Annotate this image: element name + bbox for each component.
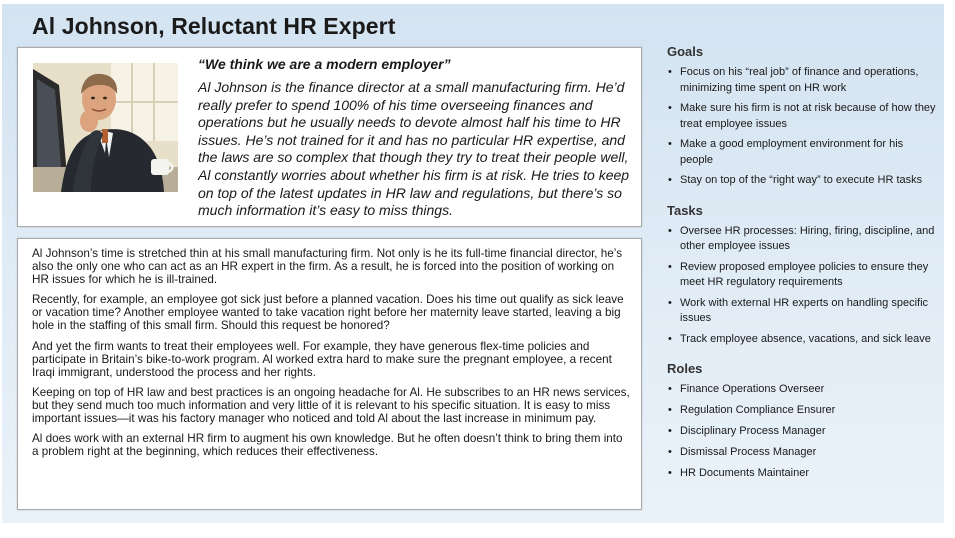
roles-list <box>667 382 937 482</box>
story-paragraph: Keeping on top of HR law and best practices is an ongoing headache for Al. He subscribes to an HR news services, but they send much too much information and very little of it is relevant to his specific situation. It is easy to miss important issues—it was his factory manager who noticed and told Al about the last increase in minimum pay. <box>32 385 630 426</box>
task-item: • Review proposed employee policies to ensure they meet HR regulatory requirements <box>667 260 937 291</box>
tasks-heading: Tasks <box>667 202 703 218</box>
goal-item: • Make a good employment environment for his people <box>667 137 937 168</box>
role-item: • Regulation Compliance Ensurer <box>667 403 937 419</box>
persona-intro: Al Johnson is the finance director at a small manufacturing firm. He’d really prefer to spend 100% of his time overseeing finances and operations but he usually needs to devote almost half his time to HR issues. He’s not trained for it and has no particular HR expertise, and the laws are so complex that though they try to treat their people well, Al constantly worries about whether his firm is at risk. He tries to keep on top of the latest updates in HR law and regulations, but there’s so much information it’s easy to miss things. <box>198 79 630 219</box>
goals-list <box>667 65 937 189</box>
task-item: • Oversee HR processes: Hiring, firing, discipline, and other employee issues <box>667 224 937 255</box>
persona-sidebar <box>667 44 937 496</box>
role-item: • HR Documents Maintainer <box>667 466 937 482</box>
goal-item: • Make sure his firm is not at risk because of how they treat employee issues <box>667 101 937 132</box>
intro-card <box>17 47 642 227</box>
tasks-list <box>667 224 937 348</box>
roles-heading: Roles <box>667 361 703 376</box>
story-paragraph: Recently, for example, an employee got sick just before a planned vacation. Does his time out qualify as sick leave or vacation time? Another employee wanted to take vacation right before her maternity leave started, leaving a big hole in the staffing of this small firm. Should this request be honored? <box>32 293 624 333</box>
role-item: • Disciplinary Process Manager <box>667 424 937 440</box>
goal-item: • Focus on his “real job” of finance and operations, minimizing time spent on HR work <box>667 65 937 96</box>
goal-item: • Stay on top of the “right way” to execute HR tasks <box>667 173 937 189</box>
role-item: • Dismissal Process Manager <box>667 445 937 461</box>
story-paragraph: Al Johnson’s time is stretched thin at his small manufacturing firm. Not only is he its full-time financial director, he’s also the only one who can act as an HR expert in the firm. As a result, he is forced into the position of working on HR issues for which he is ill-trained. <box>32 247 623 287</box>
page-title: Al Johnson, Reluctant HR Expert <box>32 13 396 39</box>
story-card <box>17 238 642 510</box>
persona-photo <box>33 63 178 192</box>
goals-heading: Goals <box>667 44 704 59</box>
task-item: • Work with external HR experts on handling specific issues <box>667 296 937 327</box>
persona-quote: “We think we are a modern employer” <box>198 56 451 72</box>
task-item: • Track employee absence, vacations, and sick leave <box>667 332 937 348</box>
story-paragraph: Al does work with an external HR firm to augment his own knowledge. But he often doesn’t think to bring them into a problem right at the beginning, which reduces their effectiveness. <box>32 432 623 459</box>
role-item: • Finance Operations Overseer <box>667 382 937 398</box>
story-paragraph: And yet the firm wants to treat their employees well. For example, they have generous flex-time policies and participate in Britain’s bike-to-work program. Al worked extra hard to make sure the pregnant employee, a recent Iraqi immigrant, understood the process and her rights. <box>32 339 612 379</box>
persona-story <box>32 247 630 465</box>
